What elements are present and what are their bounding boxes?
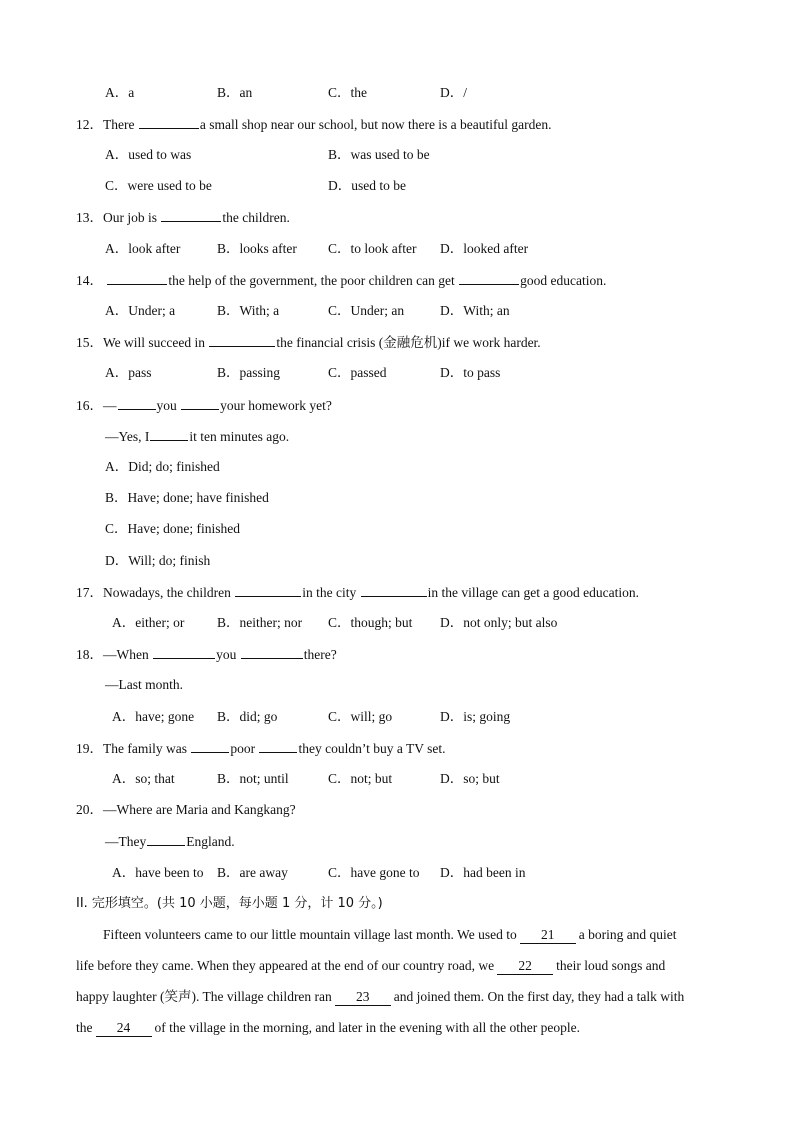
q17-option-a: A．either; or — [112, 615, 185, 630]
question-13: 13．Our job is the children. — [76, 210, 290, 225]
question-18: 18．—When you there? — [76, 647, 337, 662]
q16-option-b: B．Have; done; have finished — [105, 490, 269, 505]
question-number: 19． — [76, 741, 103, 756]
answer-blank — [241, 645, 303, 659]
q14-option-d: D．With; an — [440, 303, 510, 318]
question-19: 19．The family was poor they couldn’t buy a TV set. — [76, 741, 446, 756]
answer-blank — [107, 271, 167, 285]
answer-blank — [235, 583, 301, 597]
q12-option-a: A．used to was — [105, 147, 192, 162]
question-20: 20．—Where are Maria and Kangkang? — [76, 802, 296, 817]
q13-option-a: A．look after — [105, 241, 181, 256]
q15-option-a: A．pass — [105, 365, 152, 380]
question-number: 18． — [76, 647, 103, 662]
q20-option-d: D．had been in — [440, 865, 526, 880]
q13-option-c: C．to look after — [328, 241, 417, 256]
cloze-blank-23: 23 — [335, 989, 391, 1006]
question-15: 15．We will succeed in the financial crisis (金融危机)if we work harder. — [76, 335, 541, 350]
q12-option-b: B．was used to be — [328, 147, 430, 162]
q12-option-d: D．used to be — [328, 178, 406, 193]
q18-option-b: B．did; go — [217, 709, 278, 724]
q16-option-d: D．Will; do; finish — [105, 553, 211, 568]
q16-option-c: C．Have; done; finished — [105, 521, 240, 536]
question-number: 17． — [76, 585, 103, 600]
q19-option-a: A．so; that — [112, 771, 175, 786]
question-16-reply: —Yes, I it ten minutes ago. — [105, 429, 290, 444]
q19-option-d: D．so; but — [440, 771, 500, 786]
passage-line-1: Fifteen volunteers came to our little mountain village last month. We used to 21 a boring and quiet — [103, 927, 677, 942]
q20-option-c: C．have gone to — [328, 865, 420, 880]
question-number: 20． — [76, 802, 103, 817]
question-14: 14． the help of the government, the poor children can get good education. — [76, 273, 607, 288]
q17-option-d: D．not only; but also — [440, 615, 558, 630]
answer-blank — [361, 583, 427, 597]
answer-blank — [147, 832, 185, 846]
q11-option-a: A．a — [105, 85, 135, 100]
q18-option-a: A．have; gone — [112, 709, 195, 724]
q17-option-b: B．neither; nor — [217, 615, 303, 630]
answer-blank — [191, 739, 229, 753]
answer-blank — [161, 208, 221, 222]
answer-blank — [181, 396, 219, 410]
answer-blank — [150, 427, 188, 441]
passage-line-3: happy laughter (笑声). The village children ran 23 and joined them. On the first day, they had a talk with — [76, 989, 685, 1004]
question-12: 12．There a small shop near our school, but now there is a beautiful garden. — [76, 117, 552, 132]
question-16: 16．— you your homework yet? — [76, 398, 332, 413]
question-number: 13． — [76, 210, 103, 225]
q12-option-c: C．were used to be — [105, 178, 212, 193]
answer-blank — [259, 739, 297, 753]
q18-option-c: C．will; go — [328, 709, 393, 724]
section-2-heading: II. 完形填空。(共 10 小题，每小题 1 分，计 10 分。) — [76, 896, 383, 911]
q15-option-d: D．to pass — [440, 365, 501, 380]
q11-option-b: B．an — [217, 85, 253, 100]
answer-blank — [118, 396, 156, 410]
question-number: 15． — [76, 335, 103, 350]
q15-option-c: C．passed — [328, 365, 387, 380]
q11-option-d: D．/ — [440, 85, 467, 100]
q15-option-b: B．passing — [217, 365, 281, 380]
answer-blank — [139, 115, 199, 129]
answer-blank — [209, 333, 275, 347]
q17-option-c: C．though; but — [328, 615, 413, 630]
answer-blank — [459, 271, 519, 285]
q11-option-c: C．the — [328, 85, 367, 100]
question-number: 16． — [76, 398, 103, 413]
cloze-blank-22: 22 — [497, 958, 553, 975]
passage-line-4: the 24 of the village in the morning, and later in the evening with all the other people. — [76, 1020, 581, 1035]
q16-option-a: A．Did; do; finished — [105, 459, 220, 474]
question-number: 12． — [76, 117, 103, 132]
cloze-blank-21: 21 — [520, 927, 576, 944]
q14-option-a: A．Under; a — [105, 303, 176, 318]
question-number: 14． — [76, 273, 103, 288]
passage-line-2: life before they came. When they appeared at the end of our country road, we 22 their loud songs and — [76, 958, 666, 973]
answer-blank — [153, 645, 215, 659]
question-20-reply: —They England. — [105, 834, 235, 849]
cloze-blank-24: 24 — [96, 1020, 152, 1037]
q20-option-b: B．are away — [217, 865, 288, 880]
q19-option-b: B．not; until — [217, 771, 289, 786]
q20-option-a: A．have been to — [112, 865, 204, 880]
question-18-reply: —Last month. — [105, 677, 183, 692]
question-17: 17．Nowadays, the children in the city in the village can get a good education. — [76, 585, 640, 600]
q14-option-b: B．With; a — [217, 303, 280, 318]
q13-option-b: B．looks after — [217, 241, 297, 256]
q13-option-d: D．looked after — [440, 241, 529, 256]
q14-option-c: C．Under; an — [328, 303, 405, 318]
q19-option-c: C．not; but — [328, 771, 393, 786]
q18-option-d: D．is; going — [440, 709, 511, 724]
